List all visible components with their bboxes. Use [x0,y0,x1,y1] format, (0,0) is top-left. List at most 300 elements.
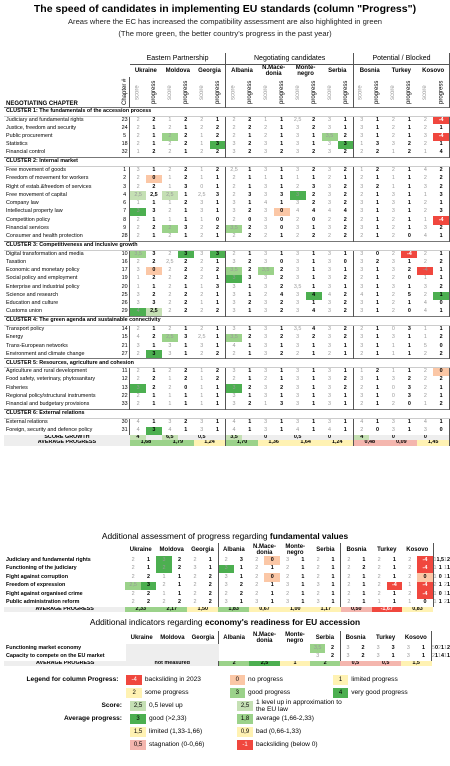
score-value: 3 [328,191,332,198]
score-value: 2 [264,233,268,240]
progress-value: 1 [447,565,450,572]
score-value: 3 [406,644,410,651]
score-value: 2 [200,258,204,265]
legend [26,673,436,751]
progress-value: -4 [417,590,433,599]
score-value: 3 [423,133,427,140]
avg-progress-value: 0,67 [249,607,280,612]
progress-value [234,653,249,662]
legend-text: good (>2,33) [149,715,187,722]
progress-value: 1 [375,225,379,231]
score-value: 3 [328,334,332,341]
progress-value: 2 [433,225,449,233]
progress-value: 1 [441,644,444,651]
score-value: 3 [296,124,300,131]
legend-text: very good progress [351,689,408,696]
progress-value: 2 [375,183,379,190]
progress-value: 0 [435,644,438,651]
score-value: 1 [391,342,395,349]
progress-value: 1 [280,200,284,207]
score-value: 3 [360,393,364,400]
progress-value: 2 [152,225,156,231]
score-value: 3 [232,368,236,375]
score-value: 2 [316,573,320,580]
score-value: 3 [232,141,236,148]
cluster-title: CLUSTER 3: Competitiveness and inclusive growth [4,241,450,250]
progress-value: 1 [338,250,354,258]
score-value: 3 [296,342,300,349]
avg-progress-value: 1,70 [226,440,258,445]
chapter-number: 17 [120,267,130,275]
score-value [280,653,295,662]
avg-progress-value: 1,50 [187,607,218,612]
score-value: 3 [391,191,395,198]
avg-progress-label: AVERAGE PROGRESS [4,440,130,445]
legend-row [26,725,436,738]
progress-value: 1 [280,116,284,123]
progress-value: 2 [362,565,366,572]
avg-progress-value: 1,00 [280,607,311,612]
score-value: 3 [130,384,146,392]
score-value: 3 [224,599,228,606]
score-value: 3 [391,208,395,215]
chapter-number: 25 [120,292,130,300]
avg-progress-value: 1 [280,661,310,666]
score-value: 3 [328,267,332,274]
score-value: 1 [200,283,204,290]
progress-value: 1 [416,644,432,653]
progress-value: 2 [248,141,252,148]
score-value: 3 [391,267,395,274]
score-value: 2 [377,556,381,563]
progress-value: 2 [280,300,284,307]
progress-value: 1 [375,326,379,333]
score-value: 3 [316,599,320,606]
score-value: 2 [200,149,204,156]
score-value: 3 [296,225,300,231]
progress-value: 2 [210,133,226,141]
score-value: 3 [286,582,290,589]
progress-value: 1 [362,573,366,580]
legend-text: 1 level up in approximation to the EU law [256,698,342,713]
progress-value: 1 [375,342,379,349]
score-value: 1 [136,283,140,290]
score-value: 3 [406,653,410,660]
progress-value: 2 [447,556,450,563]
chapter-number: 9 [120,225,130,233]
legend-row [26,686,436,699]
score-value: 3 [232,393,236,400]
score-value: 3 [232,283,236,290]
progress-value: 1 [375,384,379,391]
score-value: 3 [232,200,236,207]
score-value: 3,5 [293,283,302,290]
progress-value: 1 [375,267,379,274]
score-value: 1 [433,599,437,606]
score-value: 3 [296,149,300,156]
progress-value: 1 [407,167,411,174]
score-value: 1 [433,565,437,572]
progress-value: 0 [375,250,379,257]
progress-value: 2 [184,292,188,299]
score-value: 0 [391,384,395,391]
score-value: 4 [136,426,140,433]
chapter-number: 19 [120,275,130,283]
score-value: 3 [346,644,350,651]
progress-value: 4 [280,292,284,299]
progress-value: 2 [248,124,252,131]
score-value: 2 [162,599,166,606]
progress-value: 2 [184,141,188,148]
score-value: 2 [200,116,204,123]
econ-title: Additional indicators regarding economy's readiness for EU accession [89,617,361,627]
progress-value: 0 [433,342,449,350]
legend-text: limited progress [351,676,398,683]
progress-value: 1 [301,590,305,597]
score-value: 2 [360,191,364,198]
legend-swatch: 1,5 [130,727,146,737]
score-value: 4 [328,426,332,433]
progress-col-header: progress [338,77,354,107]
score-value: 3 [264,350,268,357]
score-value: 2,5 [198,334,206,341]
progress-value: 2 [433,258,449,266]
score-value: 2,5 [293,116,302,123]
progress-value: 2 [152,149,156,156]
progress-value: 3 [184,225,188,231]
score-value: 1 [391,175,395,182]
progress-value: 3 [280,191,284,198]
economy-table [4,631,450,666]
progress-value: 1 [338,427,354,435]
score-value: 4 [296,208,300,215]
score-value: 3 [360,334,364,341]
progress-value: 1 [312,175,316,182]
score-value: 3,5 [130,250,146,258]
score-value: 3,5 [226,334,242,342]
score-value: 3 [200,418,204,425]
progress-value: 2 [375,258,379,265]
progress-value: 0 [375,426,379,433]
chapter-label: Freedom of movement for workers [6,175,89,182]
avg-progress-value: 0,50 [341,607,372,612]
score-value: 0 [391,326,395,333]
score-value: 4 [328,208,332,215]
progress-value: 2 [312,124,316,131]
score-value: 1 [168,183,172,190]
score-value: 3 [264,426,268,433]
chapter-number-header: Chapter # [120,77,130,107]
legend-heading: Score: [101,702,122,709]
legend-swatch: 0,9 [237,727,253,737]
score-value: 3 [264,326,268,333]
progress-value: 1 [362,556,366,563]
score-value: 3 [391,258,395,265]
progress-value: 2 [152,292,156,299]
progress-value: 1 [248,418,252,425]
score-value: 3 [316,582,320,589]
score-growth-value: 3,5 [226,435,242,440]
progress-value: 3 [141,582,156,591]
progress-value: 2 [312,200,316,207]
score-value: 3 [232,308,236,315]
progress-value: 2 [433,283,449,291]
progress-value: -4 [387,582,402,591]
progress-value: 1 [152,233,156,240]
score-value: 3 [200,426,204,433]
score-value: 3 [316,653,320,660]
progress-value: 1 [152,124,156,131]
progress-value: 2 [375,368,379,375]
score-value: 2 [423,384,427,391]
progress-value: 1 [447,573,450,580]
progress-value: 1 [392,565,396,572]
cluster-title: CLUSTER 2: Internal market [4,157,450,166]
score-value: 3 [360,250,364,257]
progress-value: 1 [184,401,188,408]
progress-value: 1 [248,283,252,290]
progress-value: 1 [338,401,354,409]
chapter-label: Competition policy [6,216,51,223]
score-value: 4 [296,426,300,433]
progress-value: 1 [338,175,354,183]
score-value: 1 [136,275,140,282]
score-value: 2 [168,141,172,148]
score-value: 2 [423,376,427,383]
progress-value: 1 [147,565,151,572]
progress-value: 1 [447,582,450,589]
progress-value: 2 [152,258,156,265]
progress-value: 1 [375,401,379,408]
chapter-label: Social policy and employment [6,275,78,282]
score-value: 2 [391,275,395,282]
country-header: Turkey [391,67,411,74]
progress-value: 2 [338,200,354,208]
score-value: 3 [232,300,236,307]
score-value: 4 [360,292,364,299]
chapter-label: Agriculture and rural development [6,368,87,375]
score-col-header: score [294,84,301,100]
chapter-label: Free movement of capital [6,191,67,198]
score-value: 3 [328,116,332,123]
progress-value: 1 [210,342,226,350]
score-value: 2 [391,116,395,123]
progress-value: 2 [184,368,188,375]
progress-value: 1 [248,426,252,433]
progress-value: 1 [210,334,226,342]
progress-value: 1 [312,133,316,140]
progress-value: 1 [312,401,316,408]
progress-value: 0 [417,599,433,608]
progress-value: 3 [280,401,284,408]
score-value: 3 [328,368,332,375]
score-value: 3 [296,267,300,274]
score-value: 2 [168,326,172,333]
legend-swatch: -1 [237,740,253,750]
legend-row [26,699,436,712]
country-header: Serbia [322,64,354,77]
progress-value: 1 [184,393,188,400]
country-header: Bosnia [345,634,366,641]
progress-value: 1 [152,141,156,148]
score-value: 2 [286,565,290,572]
score-value: 2 [360,350,364,357]
country-header: Turkey [375,634,396,641]
progress-value: 2 [248,267,252,274]
score-value: 3 [360,308,364,315]
score-value: 2,5 [198,191,206,198]
legend-swatch: 3 [230,688,245,698]
progress-value: 2 [280,308,284,315]
score-value: 3 [360,342,364,349]
score-value: 2 [264,133,268,140]
score-value: 2 [200,267,204,274]
progress-value: 2 [338,376,354,384]
score-value: 2 [168,368,172,375]
progress-value: 1 [184,342,188,349]
score-value: 2 [255,582,259,589]
progress-value: 2 [239,590,243,597]
score-value: 1 [136,200,140,207]
progress-col-header: progress [310,80,317,104]
score-value: 2 [423,116,427,123]
score-value: 1 [200,167,204,174]
progress-value: 1 [362,590,366,597]
chapter-number: 7 [120,208,130,216]
progress-value: 1 [184,208,188,215]
score-value: 3 [360,133,364,140]
chapter-number: 3 [120,183,130,191]
chapter-number: 31 [120,427,130,435]
score-value: 1 [408,582,412,589]
corner [4,53,120,64]
avg-progress-label: AVERAGE PROGRESS [4,661,126,666]
progress-value: 1 [184,233,188,240]
progress-value: 1 [210,258,226,266]
chapter-label: Financial services [6,225,49,231]
score-value: 3 [226,384,242,392]
score-value: 2 [193,582,197,589]
score-value: 2 [328,233,332,240]
score-value: 2 [328,175,332,182]
progress-value: 3 [210,250,226,258]
progress-value: 1 [338,267,354,275]
score-value: 3 [328,149,332,156]
progress-value: 1 [248,350,252,357]
progress-value: 1 [210,208,226,216]
chapter-label: Taxation [6,258,27,265]
progress-value: 4 [433,149,449,157]
score-value: 2 [391,308,395,315]
score-value: 3 [232,401,236,408]
progress-value: 4 [312,208,316,215]
score-value: 2,5 [230,167,238,174]
score-value: 2 [162,225,178,233]
progress-value: 2 [338,308,354,316]
legend-row [26,712,436,725]
score-value: 1 [200,133,204,140]
chapter-number: 16 [120,258,130,266]
progress-value: 1 [270,599,274,606]
progress-value: -4 [433,216,449,224]
score-value: 2 [316,556,320,563]
chapter-label: Right of estab.&freedom of services [6,183,92,190]
score-value: 0 [391,393,395,400]
progress-value: 2 [312,116,316,123]
progress-value: 1 [152,418,156,425]
progress-value: 1 [312,141,316,148]
score-value: 2 [360,326,364,333]
country-header: Moldova [160,634,185,641]
row-label: Freedom of expression [6,582,66,589]
avg-progress-value: 0,83 [402,607,433,612]
score-value: 3 [296,292,300,299]
score-value: 3 [218,565,233,574]
progress-value: 1 [326,565,341,574]
score-value: 2 [391,225,395,231]
score-value: 3 [360,124,364,131]
chapter-label: Financial and budgetary provisions [6,401,90,408]
score-value: 1 [168,393,172,400]
progress-value: 1 [248,167,252,174]
chapter-number: 28 [120,233,130,241]
progress-value: 3 [152,250,156,257]
country-header: Georgia [188,631,219,644]
score-value: 4 [232,418,236,425]
score-value: 2 [408,573,412,580]
score-value: 2 [286,573,290,580]
score-value: 1 [168,175,172,182]
score-value: 3 [264,250,268,257]
progress-value: 1 [280,250,284,257]
progress-value: 2 [280,334,284,341]
score-value: 3 [264,216,268,223]
score-value: 2 [200,292,204,299]
progress-value: 1 [248,308,252,315]
progress-value: 1 [407,175,411,182]
score-value: 3 [423,283,427,290]
score-col-header: score [230,84,237,100]
progress-value: 1 [312,258,316,265]
score-value: 2 [423,393,427,400]
score-value: 1 [423,275,427,282]
chapter-number: 12 [120,376,130,384]
chapter-label: Financial control [6,149,46,156]
progress-value: 1 [312,342,316,349]
score-value: 1 [360,167,364,174]
score-value: 2 [193,590,197,597]
score-value: 3 [360,225,364,231]
progress-value: 0 [433,368,449,376]
progress-value: 2 [433,166,449,174]
avg-progress-value: 0,48 [353,440,385,445]
chapter-number: 13 [120,384,130,392]
progress-value: 2 [375,167,379,174]
progress-value: 1 [407,216,411,223]
score-value: 2 [232,250,236,257]
score-value: 3 [168,418,172,425]
chapter-label: Energy [6,334,24,341]
score-value: 2 [232,124,236,131]
progress-value: 1 [407,342,411,349]
legend-swatch: 2 [126,688,141,698]
score-value: 3 [232,258,236,265]
legend-text: no progress [248,676,283,683]
score-value: 2 [377,590,381,597]
chapter-number: 27 [120,350,130,358]
avg-progress-value: 0,5 [340,661,370,666]
score-value: 2 [264,376,268,383]
